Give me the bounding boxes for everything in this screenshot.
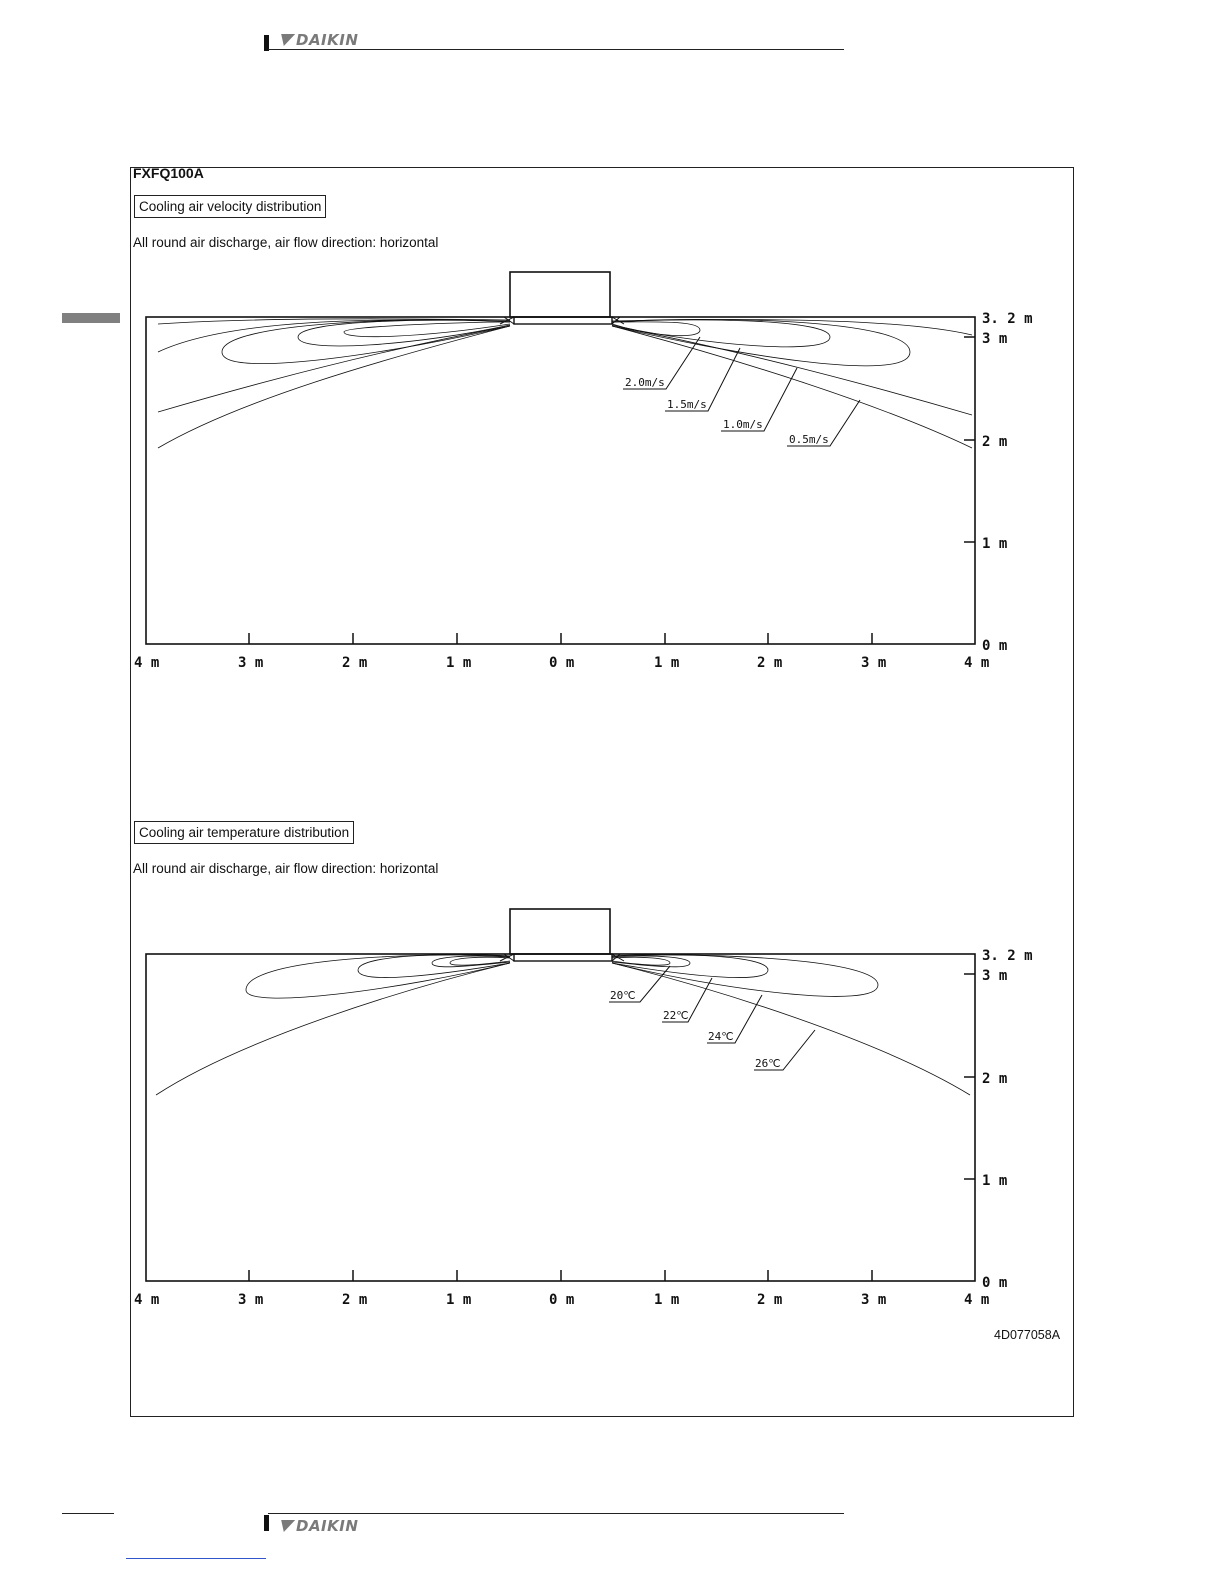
temperature-y-tick-label: 1 m — [982, 1173, 1008, 1189]
velocity-axis-labels — [134, 311, 1033, 671]
velocity-x-tick-label: 3 m — [238, 655, 264, 671]
velocity-contour-0-5-left-b — [158, 326, 510, 412]
footer-bar — [264, 1515, 269, 1531]
velocity-subtitle: All round air discharge, air flow direction: horizontal — [133, 235, 439, 250]
velocity-diagram — [146, 272, 975, 644]
temperature-contour-24-right — [612, 955, 768, 978]
daikin-logo-icon — [277, 1520, 295, 1532]
temperature-contour-outer-right — [612, 963, 970, 1095]
temperature-label-26: 26℃ — [755, 1057, 781, 1070]
temperature-contour-24-left — [358, 955, 510, 978]
document-number: 4D077058A — [994, 1328, 1061, 1342]
temperature-x-tick-label: 3 m — [861, 1292, 887, 1308]
temperature-subtitle: All round air discharge, air flow direction: horizontal — [133, 861, 439, 876]
temperature-y-tick-label: 3. 2 m — [982, 948, 1033, 964]
temperature-contour-26-right — [612, 955, 878, 996]
velocity-contour-0-5-right-c — [612, 326, 972, 448]
velocity-title: Cooling air velocity distribution — [134, 195, 326, 218]
temperature-y-ticks — [964, 974, 975, 1179]
velocity-y-tick-label: 3 m — [982, 331, 1008, 347]
velocity-room-frame — [146, 317, 975, 644]
velocity-x-tick-label: 1 m — [654, 655, 680, 671]
velocity-x-tick-label: 0 m — [549, 655, 575, 671]
temperature-unit-panel — [514, 954, 612, 961]
temperature-label-24: 24℃ — [708, 1030, 734, 1043]
velocity-unit-panel — [514, 317, 612, 324]
temperature-y-tick-label: 3 m — [982, 968, 1008, 984]
velocity-contour-0-5-right-b — [612, 326, 972, 415]
temperature-x-tick-label: 4 m — [964, 1292, 990, 1308]
temperature-room-frame — [146, 954, 975, 1281]
footer-rule-left — [62, 1513, 114, 1514]
temperature-x-tick-label: 0 m — [549, 1292, 575, 1308]
temperature-x-tick-label: 2 m — [342, 1292, 368, 1308]
temperature-title: Cooling air temperature distribution — [134, 821, 354, 844]
header-logo: DAIKIN — [279, 31, 358, 49]
temperature-diagram — [146, 909, 975, 1281]
footer-link-underline[interactable] — [126, 1558, 266, 1559]
velocity-x-tick-label: 2 m — [342, 655, 368, 671]
temperature-axis-labels — [134, 948, 1033, 1308]
temperature-y-tick-label: 2 m — [982, 1071, 1008, 1087]
velocity-x-ticks — [249, 633, 872, 644]
model-title: FXFQ100A — [133, 165, 204, 181]
velocity-x-tick-label: 2 m — [757, 655, 783, 671]
velocity-x-tick-label: 4 m — [134, 655, 160, 671]
velocity-y-tick-label: 3. 2 m — [982, 311, 1033, 327]
temperature-x-tick-label: 1 m — [654, 1292, 680, 1308]
temperature-contour-26-left — [246, 955, 510, 998]
footer-rule — [268, 1513, 844, 1514]
velocity-contour-1-0-right — [612, 319, 910, 365]
velocity-label-1-5: 1.5m/s — [667, 398, 707, 411]
temperature-unit-body — [510, 909, 610, 954]
temperature-contour-outer-left — [156, 963, 510, 1095]
temperature-label-20: 20℃ — [610, 989, 636, 1002]
temperature-contour-20-right — [612, 957, 670, 965]
temperature-y-tick-label: 0 m — [982, 1275, 1008, 1291]
velocity-contour-2-0-left — [344, 322, 510, 337]
temperature-x-tick-label: 2 m — [757, 1292, 783, 1308]
velocity-contour-0-5-left-c — [158, 326, 510, 448]
footer-logo: DAIKIN — [279, 1517, 358, 1535]
temperature-label-22: 22℃ — [663, 1009, 689, 1022]
velocity-y-tick-label: 2 m — [982, 434, 1008, 450]
velocity-unit-body — [510, 272, 610, 317]
velocity-x-tick-label: 3 m — [861, 655, 887, 671]
temperature-x-tick-label: 1 m — [446, 1292, 472, 1308]
temperature-contour-20-left — [450, 957, 510, 965]
velocity-y-ticks — [964, 337, 975, 542]
temperature-x-ticks — [249, 1270, 872, 1281]
velocity-y-tick-label: 1 m — [982, 536, 1008, 552]
temperature-x-tick-label: 4 m — [134, 1292, 160, 1308]
velocity-x-tick-label: 1 m — [446, 655, 472, 671]
velocity-y-tick-label: 0 m — [982, 638, 1008, 654]
velocity-label-2-0: 2.0m/s — [625, 376, 665, 389]
temperature-x-tick-label: 3 m — [238, 1292, 264, 1308]
velocity-label-1-0: 1.0m/s — [723, 418, 763, 431]
velocity-x-tick-label: 4 m — [964, 655, 990, 671]
velocity-label-0-5: 0.5m/s — [789, 433, 829, 446]
